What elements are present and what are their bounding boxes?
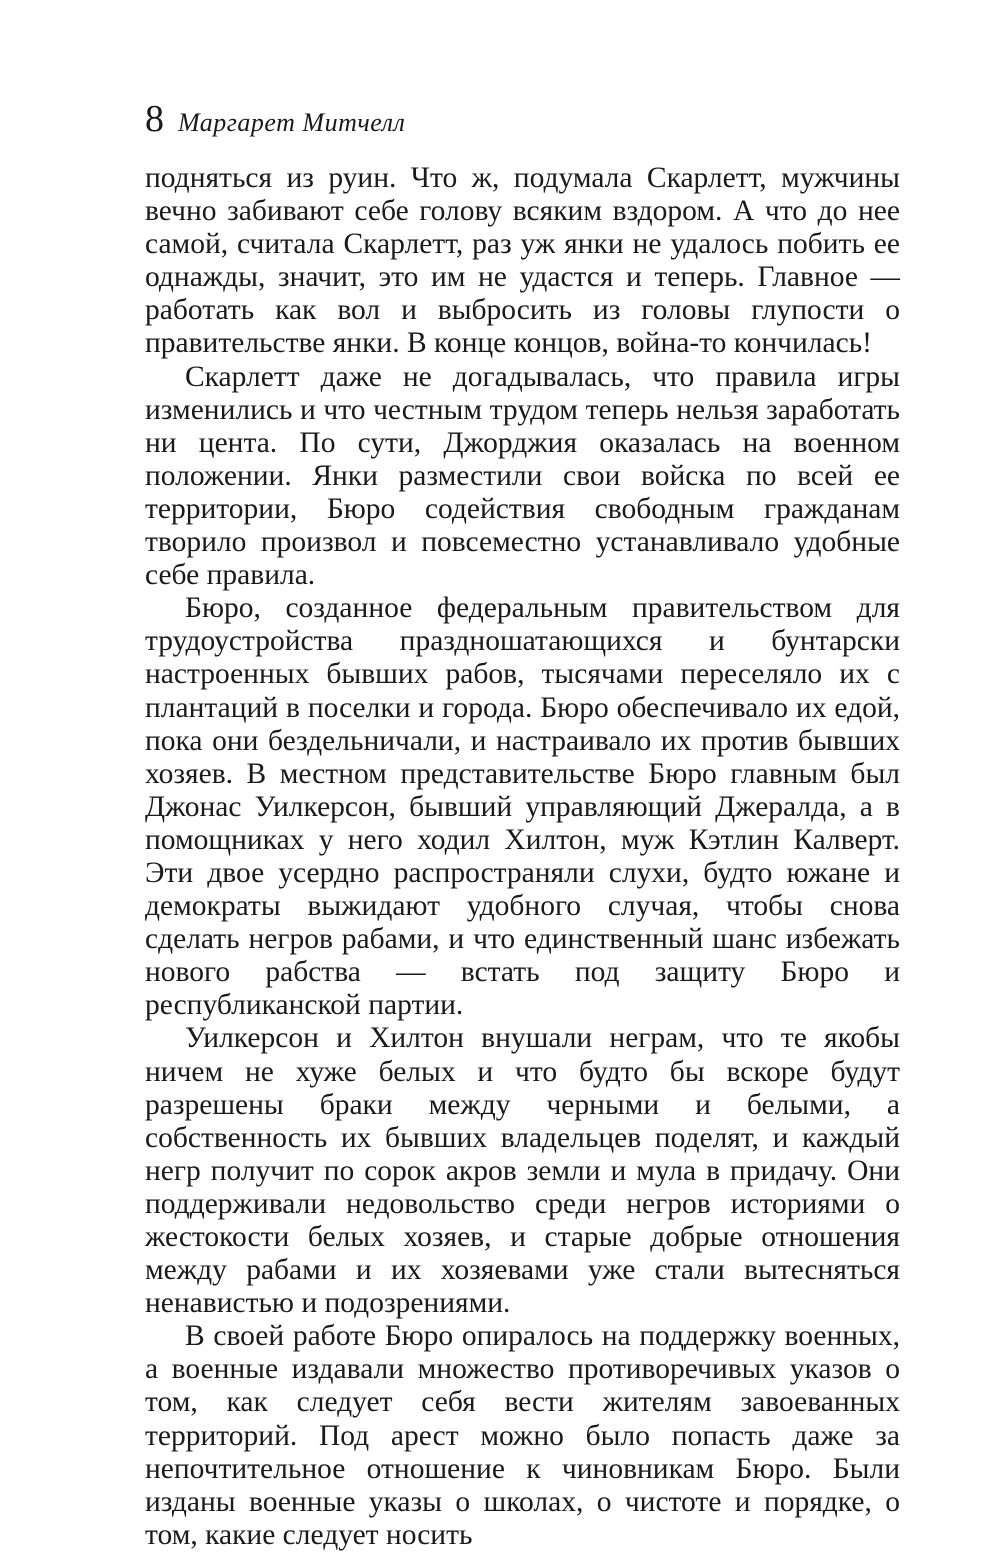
paragraph: подняться из руин. Что ж, подумала Скарлетт, мужчины вечно забивают себе голову всяким вздором. А что до нее самой, считала Скарлетт, раз уж янки не удалось побить ее однажды, значит, это им не удастся и теперь. Главное — работать как вол и выбросить из головы глупости о правительстве янки. В конце концов, война-то кончилась! <box>145 162 900 360</box>
paragraph: В своей работе Бюро опиралось на поддержку военных, а военные издавали множество противоречивых указов о том, как следует себя вести жителям завоеванных территорий. Под арест можно было попасть даже за непочтительное отношение к чиновникам Бюро. Были изданы военные указы о школах, о чистоте и порядке, о том, какие следует носить <box>145 1320 900 1551</box>
running-title: Маргарет Митчелл <box>178 108 406 137</box>
page-number: 8 <box>145 98 164 140</box>
paragraph: Бюро, созданное федеральным правительством для трудоустройства праздношатающихся и бунтарски настроенных бывших рабов, тысячами переселяло их с плантаций в поселки и города. Бюро обеспечивало их едой, пока они бездельничали, и настраивало их против бывших хозяев. В местном представительстве Бюро главным был Джонас Уилкерсон, бывший управляющий Джералда, а в помощниках у него ходил Хилтон, муж Кэтлин Калверт. Эти двое усердно распространяли слухи, будто южане и демократы выжидают удобного случая, чтобы снова сделать негров рабами, и что единственный шанс избежать нового рабства — встать под защиту Бюро и республиканской партии. <box>145 592 900 1022</box>
paragraph: Скарлетт даже не догадывалась, что правила игры изменились и что честным трудом теперь нельзя заработать ни цента. По сути, Джорджия оказалась на военном положении. Янки разместили свои войска по всей ее территории, Бюро содействия свободным гражданам творило произвол и повсеместно устанавливало удобные себе правила. <box>145 360 900 592</box>
body-text <box>145 162 900 1552</box>
page-header <box>145 100 900 162</box>
book-page <box>145 100 900 1552</box>
paragraph: Уилкерсон и Хилтон внушали неграм, что те якобы ничем не хуже белых и что будто бы вскоре будут разрешены браки между черными и белыми, а собственность их бывших владельцев поделят, и каждый негр получит по сорок акров земли и мула в придачу. Они поддерживали недовольство среди негров историями о жестокости белых хозяев, и старые добрые отношения между рабами и их хозяевами уже стали вытесняться ненавистью и подозрениями. <box>145 1022 900 1320</box>
